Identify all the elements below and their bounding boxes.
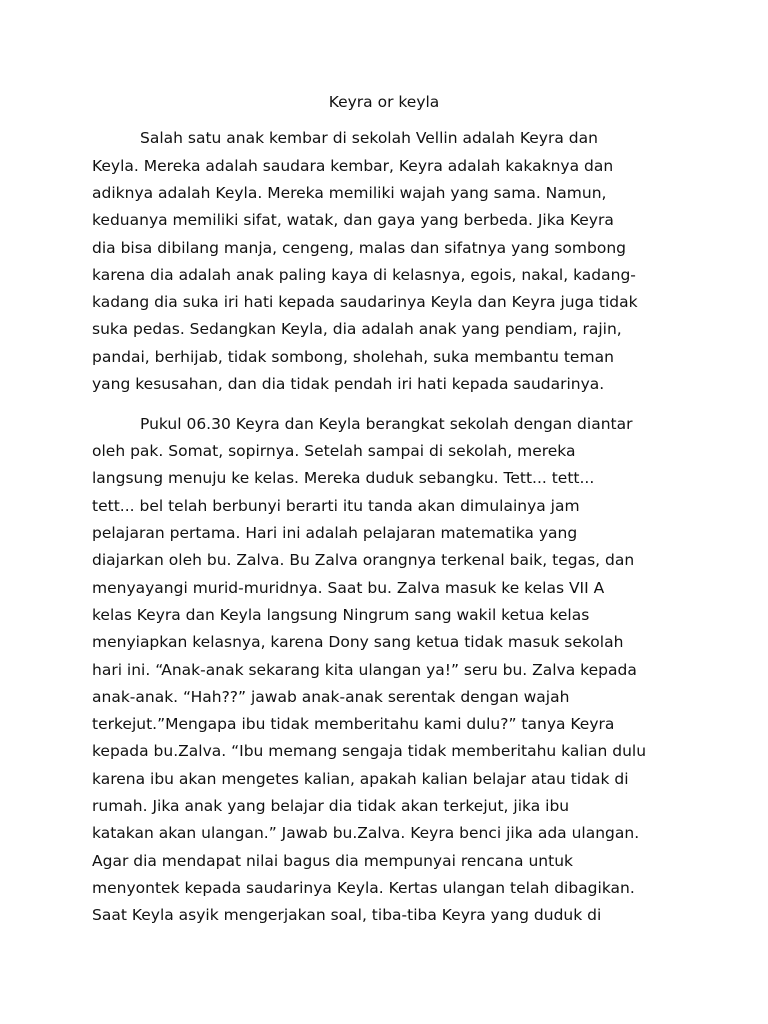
paragraph-2-line-3: langsung menuju ke kelas. Mereka duduk sebangku. Tett... tett... [92, 469, 595, 487]
paragraph-1-line-6: karena dia adalah anak paling kaya di kelasnya, egois, nakal, kadang- [92, 266, 636, 284]
paragraph-1-line-9: pandai, berhijab, tidak sombong, sholehah, suka membantu teman [92, 348, 614, 366]
document-title: Keyra or keyla [328, 93, 440, 111]
paragraph-2-line-10: hari ini. “Anak-anak sekarang kita ulangan ya!” seru bu. Zalva kepada [92, 661, 637, 679]
paragraph-1-line-2: Keyla. Mereka adalah saudara kembar, Keyra adalah kakaknya dan [92, 157, 614, 175]
paragraph-1-line-7: kadang dia suka iri hati kepada saudarinya Keyla dan Keyra juga tidak [92, 293, 638, 311]
paragraph-2-line-5: pelajaran pertama. Hari ini adalah pelajaran matematika yang [92, 524, 578, 542]
paragraph-2-line-17: Agar dia mendapat nilai bagus dia mempunyai rencana untuk [92, 852, 573, 870]
paragraph-1-line-3: adiknya adalah Keyla. Mereka memiliki wajah yang sama. Namun, [92, 184, 607, 202]
paragraph-2-line-8: kelas Keyra dan Keyla langsung Ningrum sang wakil ketua kelas [92, 606, 590, 624]
paragraph-2-line-15: rumah. Jika anak yang belajar dia tidak akan terkejut, jika ibu [92, 797, 570, 815]
paragraph-2-line-13: kepada bu.Zalva. “Ibu memang sengaja tidak memberitahu kalian dulu [92, 742, 647, 760]
paragraph-2-line-1: Pukul 06.30 Keyra dan Keyla berangkat sekolah dengan diantar [140, 415, 633, 433]
paragraph-2-line-9: menyiapkan kelasnya, karena Dony sang ketua tidak masuk sekolah [92, 633, 624, 651]
paragraph-2-line-14: karena ibu akan mengetes kalian, apakah kalian belajar atau tidak di [92, 770, 629, 788]
paragraph-2-line-18: menyontek kepada saudarinya Keyla. Kertas ulangan telah dibagikan. [92, 879, 635, 897]
paragraph-1-line-1: Salah satu anak kembar di sekolah Vellin adalah Keyra dan [140, 129, 598, 147]
paragraph-1-line-10: yang kesusahan, dan dia tidak pendah iri hati kepada saudarinya. [92, 375, 605, 393]
paragraph-1-line-8: suka pedas. Sedangkan Keyla, dia adalah anak yang pendiam, rajin, [92, 320, 622, 338]
paragraph-2-line-11: anak-anak. “Hah??” jawab anak-anak serentak dengan wajah [92, 688, 570, 706]
paragraph-2-line-4: tett... bel telah berbunyi berarti itu tanda akan dimulainya jam [92, 497, 580, 515]
paragraph-2-line-12: terkejut.”Mengapa ibu tidak memberitahu kami dulu?” tanya Keyra [92, 715, 615, 733]
paragraph-1-line-5: dia bisa dibilang manja, cengeng, malas dan sifatnya yang sombong [92, 239, 626, 257]
paragraph-2-line-19: Saat Keyla asyik mengerjakan soal, tiba-tiba Keyra yang duduk di [92, 906, 602, 924]
paragraph-2-line-2: oleh pak. Somat, sopirnya. Setelah sampai di sekolah, mereka [92, 442, 576, 460]
paragraph-2-line-16: katakan akan ulangan.” Jawab bu.Zalva. Keyra benci jika ada ulangan. [92, 824, 640, 842]
paragraph-1-line-4: keduanya memiliki sifat, watak, dan gaya yang berbeda. Jika Keyra [92, 211, 614, 229]
paragraph-2-line-7: menyayangi murid-muridnya. Saat bu. Zalva masuk ke kelas VII A [92, 579, 605, 597]
paragraph-2-line-6: diajarkan oleh bu. Zalva. Bu Zalva orangnya terkenal baik, tegas, dan [92, 551, 635, 569]
